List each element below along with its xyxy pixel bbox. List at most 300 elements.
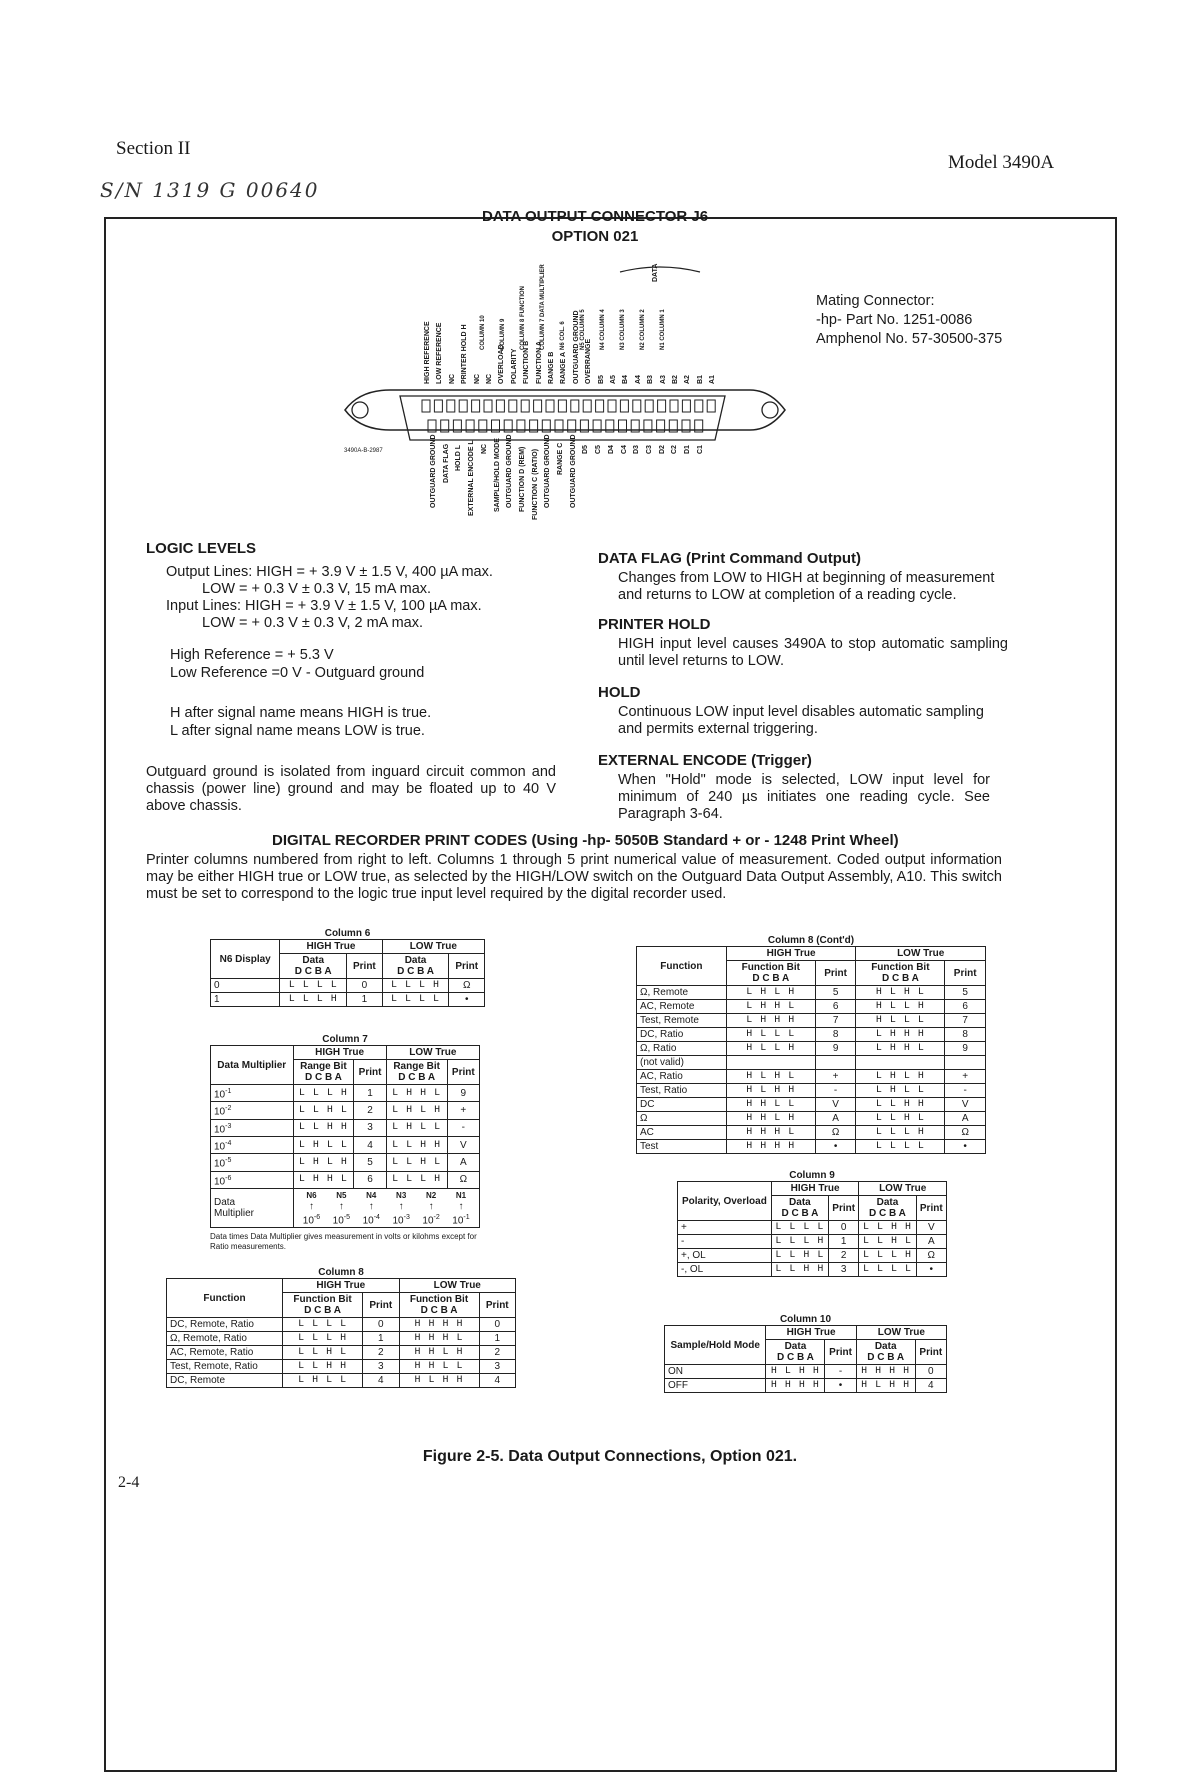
multiplier-digit-label: N2 xyxy=(425,1190,437,1200)
row-label: $10^{-2}$ xyxy=(211,1102,294,1119)
pin-group-label: COLUMN 7 DATA MULTIPLIER xyxy=(540,264,546,350)
external-encode-title: EXTERNAL ENCODE (Trigger) xyxy=(598,752,812,769)
print-char: 7 xyxy=(945,1014,986,1028)
print-char: • xyxy=(815,1140,856,1154)
signal-suffix-block xyxy=(170,704,431,740)
outguard-note: Outguard ground is isolated from inguard circuit common and chassis (power line) ground and may be floated up to 40 V above chassis. xyxy=(146,764,556,814)
mating-hp-part: -hp- Part No. 1251-0086 xyxy=(816,312,973,328)
column-8-row xyxy=(167,1332,516,1346)
print-char: 1 xyxy=(828,1235,858,1249)
top-pin-label: B4 xyxy=(622,375,630,384)
printer-hold-title: PRINTER HOLD xyxy=(598,616,711,633)
pin-group-label: COLUMN 9 xyxy=(500,318,506,350)
bit-code: L L L H xyxy=(283,1332,363,1346)
model-label: Model 3490A xyxy=(948,152,1055,173)
arrow-up-icon: ↑ xyxy=(368,1200,374,1212)
print-char: 2 xyxy=(479,1346,516,1360)
bit-code: L L L H xyxy=(771,1235,828,1249)
drawing-number: 3490A-B-2987 xyxy=(344,448,383,454)
print-char xyxy=(945,1056,986,1070)
print-char: Ω xyxy=(945,1126,986,1140)
bit-code: L L L L xyxy=(382,993,449,1007)
multiplier-value: $10^{-4}$ xyxy=(362,1213,380,1227)
top-pin-label: LOW REFERENCE xyxy=(436,322,444,384)
row-label: $10^{-5}$ xyxy=(211,1154,294,1171)
bottom-pin-label: C2 xyxy=(671,445,679,455)
column-8-cont-row xyxy=(637,1098,986,1112)
print-char: 5 xyxy=(815,986,856,1000)
col8c-high-print-header: Print xyxy=(815,961,856,986)
column-8-cont-row xyxy=(637,1112,986,1126)
row-label: AC, Remote, Ratio xyxy=(167,1346,283,1360)
column-10-rows xyxy=(665,1365,947,1393)
col7-high-print-header: Print xyxy=(354,1060,386,1085)
bottom-pin-label: FUNCTION C (RATIO) xyxy=(531,448,539,520)
mounting-hole-right xyxy=(762,402,778,418)
print-char: 8 xyxy=(815,1028,856,1042)
bit-code: L L H L xyxy=(856,1112,945,1126)
print-char: 1 xyxy=(479,1332,516,1346)
column-8-cont-row xyxy=(637,1126,986,1140)
print-char: 0 xyxy=(828,1221,858,1235)
column-9-title: Column 9 xyxy=(789,1170,835,1181)
row-label: AC, Remote xyxy=(637,1000,727,1014)
column-6-row xyxy=(211,979,485,993)
top-pin-label: A5 xyxy=(610,375,617,384)
column-9-row xyxy=(678,1263,947,1277)
bit-code: H L H H xyxy=(856,1379,915,1393)
print-char: 5 xyxy=(945,986,986,1000)
bottom-pin-label: DATA FLAG xyxy=(442,443,450,483)
top-pin-label: RANGE A xyxy=(560,351,568,384)
pin-group-label: N1 COLUMN 1 xyxy=(660,309,666,350)
col6-high-print-header: Print xyxy=(347,954,383,979)
connector-pin-top xyxy=(682,400,690,412)
column-8-block xyxy=(166,1267,516,1388)
input-high-line: Input Lines: HIGH = + 3.9 V ± 1.5 V, 100 µA max. xyxy=(166,598,482,614)
top-pin-label: B5 xyxy=(597,375,605,384)
pin-group-label: N2 COLUMN 2 xyxy=(640,309,646,350)
bit-code: L H H H xyxy=(856,1028,945,1042)
bit-code: L L L H xyxy=(856,1126,945,1140)
bottom-pin-label: OUTGUARD GROUND xyxy=(430,434,437,508)
column-7-rows xyxy=(211,1085,480,1189)
hold-text: Continuous LOW input level disables automatic sampling and permits external triggering. xyxy=(618,704,984,737)
print-char: V xyxy=(916,1221,946,1235)
bit-code: H H H H xyxy=(856,1365,915,1379)
output-low-line: LOW = + 0.3 V ± 0.3 V, 15 mA max. xyxy=(202,581,432,597)
col10-low-data-header: Data D C B A xyxy=(856,1340,915,1365)
bit-code: H L L L xyxy=(856,1014,945,1028)
arrow-up-icon: ↑ xyxy=(338,1200,344,1212)
column-7-row xyxy=(211,1171,480,1188)
col8-low-bit-header: Function Bit D C B A xyxy=(399,1293,479,1318)
connector-pin-top xyxy=(645,400,653,412)
print-char: Ω xyxy=(916,1249,946,1263)
column-10-block xyxy=(664,1314,947,1393)
column-9-row xyxy=(678,1221,947,1235)
col8-low-true: LOW True xyxy=(399,1279,515,1293)
pin-group-label: N4 COLUMN 4 xyxy=(600,309,606,350)
bit-code: H L H H xyxy=(726,1084,815,1098)
print-char: - xyxy=(815,1084,856,1098)
arrow-up-icon: ↑ xyxy=(398,1200,404,1212)
column-8-cont-row xyxy=(637,1028,986,1042)
bit-code: H H L L xyxy=(726,1098,815,1112)
reference-block xyxy=(170,646,424,682)
connector-subtitle: OPTION 021 xyxy=(551,228,639,245)
print-char: 0 xyxy=(915,1365,946,1379)
bit-code: L L H H xyxy=(856,1098,945,1112)
col6-low-data-header: Data D C B A xyxy=(382,954,449,979)
pin-group-label: N3 COLUMN 3 xyxy=(620,309,626,350)
col7-low-bit-header: Range Bit D C B A xyxy=(386,1060,447,1085)
printer-hold-text: HIGH input level causes 3490A to stop automatic sampling until level returns to LOW. xyxy=(618,636,1008,669)
top-pin-label: B1 xyxy=(696,375,704,384)
print-char: 9 xyxy=(945,1042,986,1056)
column-9-block xyxy=(677,1170,947,1277)
column-10-table xyxy=(664,1325,947,1393)
pin-group-label: COLUMN 8 FUNCTION xyxy=(520,286,526,350)
bit-code: H L H L xyxy=(856,986,945,1000)
row-label: Ω xyxy=(637,1112,727,1126)
multiplier-value: $10^{-1}$ xyxy=(452,1213,470,1227)
row-label: (not valid) xyxy=(637,1056,727,1070)
multiplier-digit-label: N6 xyxy=(306,1190,317,1200)
row-label: Ω, Ratio xyxy=(637,1042,727,1056)
bottom-pin-label: D1 xyxy=(684,445,691,455)
col10-high-print-header: Print xyxy=(825,1340,856,1365)
bit-code: H L H H xyxy=(399,1374,479,1388)
connector-pin-top xyxy=(546,400,554,412)
column-8-row xyxy=(167,1346,516,1360)
col8c-high-true: HIGH True xyxy=(726,947,856,961)
bit-code: L H L H xyxy=(293,1154,354,1171)
print-char: A xyxy=(945,1112,986,1126)
bit-code: H H H L xyxy=(399,1332,479,1346)
print-char: V xyxy=(945,1098,986,1112)
h-after-note: H after signal name means HIGH is true. xyxy=(170,705,432,721)
bottom-pin-label: HOLD L xyxy=(455,444,463,471)
column-6-table xyxy=(210,939,485,1007)
row-label: AC xyxy=(637,1126,727,1140)
col10-low-print-header: Print xyxy=(915,1340,946,1365)
column-8-row xyxy=(167,1360,516,1374)
bottom-pin-label: C4 xyxy=(620,445,628,455)
section-label: Section II xyxy=(116,138,191,159)
top-pin-label: FUNCTION A xyxy=(535,341,543,384)
print-char: 4 xyxy=(363,1374,399,1388)
column-8-cont-row xyxy=(637,1000,986,1014)
column-8-row xyxy=(167,1374,516,1388)
column-9-table xyxy=(677,1181,947,1277)
bit-code: H H H H xyxy=(399,1318,479,1332)
bottom-pin-label: D2 xyxy=(658,445,666,455)
print-char: + xyxy=(447,1102,479,1119)
col9-high-true: HIGH True xyxy=(771,1182,859,1196)
arrow-up-icon: ↑ xyxy=(458,1200,464,1212)
bit-code: L L L L xyxy=(771,1221,828,1235)
top-pin-label: HIGH REFERENCE xyxy=(424,321,431,384)
column-8-cont-row xyxy=(637,1084,986,1098)
connector-pin-top xyxy=(447,400,455,412)
bottom-pin-label: RANGE C xyxy=(557,442,564,475)
connector-pin-top xyxy=(707,400,715,412)
col8-first-header: Function xyxy=(167,1279,283,1318)
column-10-title: Column 10 xyxy=(779,1314,832,1325)
column-8-rows xyxy=(167,1318,516,1388)
bottom-pin-label: D4 xyxy=(607,445,615,455)
connector-pin-top xyxy=(695,400,703,412)
col9-low-print-header: Print xyxy=(916,1196,946,1221)
col9-low-data-header: Data D C B A xyxy=(859,1196,916,1221)
col7-mult-row xyxy=(293,1188,480,1227)
bit-code: H L L L xyxy=(726,1028,815,1042)
row-label: ON xyxy=(665,1365,766,1379)
column-9-row xyxy=(678,1235,947,1249)
multiplier-value: $10^{-3}$ xyxy=(392,1213,410,1227)
row-label: $10^{-6}$ xyxy=(211,1171,294,1188)
pin-group-label: N6 COL. 6 xyxy=(560,321,566,350)
mating-label: Mating Connector: xyxy=(816,293,935,309)
top-pin-label: OUTGUARD GROUND xyxy=(572,310,580,384)
row-label: Ω, Remote, Ratio xyxy=(167,1332,283,1346)
row-label: DC, Remote, Ratio xyxy=(167,1318,283,1332)
print-char: 0 xyxy=(479,1318,516,1332)
column-6-rows xyxy=(211,979,485,1007)
connector-pin-top xyxy=(670,400,678,412)
row-label: AC, Ratio xyxy=(637,1070,727,1084)
column-7-row xyxy=(211,1119,480,1136)
row-label: $10^{-3}$ xyxy=(211,1119,294,1136)
connector-pin-top xyxy=(422,400,430,412)
bottom-pin-label: D5 xyxy=(582,445,590,455)
connector-pin-top xyxy=(633,400,641,412)
bit-code: L L L L xyxy=(283,1318,363,1332)
col6-first-header: N6 Display xyxy=(211,940,280,979)
column-8-row xyxy=(167,1318,516,1332)
logic-levels-title: LOGIC LEVELS xyxy=(146,540,257,557)
col7-low-true: LOW True xyxy=(386,1046,479,1060)
bit-code: H L L H xyxy=(856,1000,945,1014)
high-reference: High Reference = + 5.3 V xyxy=(170,647,334,663)
connector-pin-top xyxy=(496,400,504,412)
column-8-cont-title: Column 8 (Cont'd) xyxy=(767,935,855,946)
column-8-cont-row xyxy=(637,1042,986,1056)
column-8-cont-row xyxy=(637,1070,986,1084)
col7-high-bit-header: Range Bit D C B A xyxy=(293,1060,354,1085)
col6-low-true: LOW True xyxy=(382,940,484,954)
print-char: 2 xyxy=(828,1249,858,1263)
top-pin-label: FUNCTION B xyxy=(523,340,531,384)
logic-levels-block xyxy=(166,564,493,632)
col6-high-data-header: Data D C B A xyxy=(280,954,347,979)
connector-pin-top xyxy=(434,400,442,412)
column-8-cont-rows xyxy=(637,986,986,1154)
bit-code: L L L H xyxy=(280,993,347,1007)
bit-code: L H L H xyxy=(856,1070,945,1084)
print-char: 3 xyxy=(479,1360,516,1374)
print-char: 1 xyxy=(354,1085,386,1102)
multiplier-cell xyxy=(392,1190,409,1226)
bottom-pin-label: D3 xyxy=(633,445,641,455)
bottom-pin-label: FUNCTION D (REM) xyxy=(518,446,526,512)
bottom-pin-label: C1 xyxy=(696,445,704,455)
col7-high-true: HIGH True xyxy=(293,1046,386,1060)
bit-code: L L L H xyxy=(859,1249,916,1263)
column-8-table xyxy=(166,1278,516,1388)
multiplier-value: $10^{-5}$ xyxy=(332,1213,351,1227)
print-char: 4 xyxy=(479,1374,516,1388)
bit-code: L H L L xyxy=(283,1374,363,1388)
row-label: Test, Ratio xyxy=(637,1084,727,1098)
column-6-title: Column 6 xyxy=(324,928,371,939)
connector-pin-top xyxy=(509,400,517,412)
bit-code: L L H L xyxy=(386,1154,447,1171)
bit-code: H L L H xyxy=(726,1042,815,1056)
bit-code: L L H H xyxy=(386,1136,447,1153)
connector-pin-top xyxy=(571,400,579,412)
top-pin-label: RANGE B xyxy=(548,351,555,384)
bottom-pin-label: OUTGUARD GROUND xyxy=(569,434,577,508)
col8-high-print-header: Print xyxy=(363,1293,399,1318)
column-6-block xyxy=(210,928,485,1007)
row-label: Test xyxy=(637,1140,727,1154)
top-pin-label: NC xyxy=(486,373,493,384)
bit-code: L L H L xyxy=(771,1249,828,1263)
bit-code: L L L H xyxy=(386,1171,447,1188)
mounting-hole-left xyxy=(352,402,368,418)
top-pin-label: B2 xyxy=(672,375,679,384)
print-char: • xyxy=(945,1140,986,1154)
connector-pin-top xyxy=(534,400,542,412)
bottom-pin-label: NC xyxy=(480,444,488,455)
data-brace xyxy=(620,267,700,272)
bit-code: H H L L xyxy=(399,1360,479,1374)
bit-code: L H H H xyxy=(726,1014,815,1028)
pin-group-label: N5 COLUMN 5 xyxy=(580,309,586,350)
col6-low-print-header: Print xyxy=(449,954,485,979)
bottom-pin-label: C5 xyxy=(595,445,603,455)
print-char: 0 xyxy=(363,1318,399,1332)
figure-caption: Figure 2-5. Data Output Connections, Option 021. xyxy=(422,1448,798,1465)
col8c-low-bit-header: Function Bit D C B A xyxy=(856,961,945,986)
data-brace-label: DATA xyxy=(652,263,659,282)
column-10-row xyxy=(665,1365,947,1379)
bit-code: L L L H xyxy=(293,1085,354,1102)
column-7-title: Column 7 xyxy=(322,1034,368,1045)
bit-code: L H L L xyxy=(856,1084,945,1098)
row-label: - xyxy=(678,1235,772,1249)
column-7-row xyxy=(211,1085,480,1102)
bit-code: L H L H xyxy=(726,986,815,1000)
column-8-cont-row xyxy=(637,986,986,1000)
print-char: • xyxy=(825,1379,856,1393)
mating-connector-info xyxy=(816,292,1002,349)
column-7-block xyxy=(210,1034,480,1252)
bit-code: H H H L xyxy=(726,1126,815,1140)
col7-low-print-header: Print xyxy=(447,1060,479,1085)
connector-pin-top xyxy=(608,400,616,412)
page-number: 2-4 xyxy=(118,1474,140,1491)
top-pin-label: OVERLOAD xyxy=(498,344,506,384)
external-encode-text: When "Hold" mode is selected, LOW input level for minimum of 240 µs initiates one reading cycle. See Paragraph 3-64. xyxy=(618,772,990,822)
bit-code: L H L H xyxy=(386,1102,447,1119)
print-char xyxy=(815,1056,856,1070)
bit-code: L H L L xyxy=(386,1119,447,1136)
col9-low-true: LOW True xyxy=(859,1182,947,1196)
col9-high-print-header: Print xyxy=(828,1196,858,1221)
bit-code: L L H L xyxy=(859,1235,916,1249)
print-char: - xyxy=(825,1365,856,1379)
bit-code: L L H H xyxy=(293,1119,354,1136)
bit-code: L L L L xyxy=(859,1263,916,1277)
print-char: 0 xyxy=(347,979,383,993)
print-char: 4 xyxy=(354,1136,386,1153)
print-char: A xyxy=(815,1112,856,1126)
connector-pin-top xyxy=(596,400,604,412)
print-char: V xyxy=(447,1136,479,1153)
bottom-pin-label: C3 xyxy=(645,445,653,455)
col8c-low-print-header: Print xyxy=(945,961,986,986)
row-label: DC, Remote xyxy=(167,1374,283,1388)
multiplier-cell xyxy=(422,1190,439,1226)
multiplier-cells xyxy=(297,1190,477,1226)
row-label: OFF xyxy=(665,1379,766,1393)
col7-first-header: Data Multiplier xyxy=(211,1046,294,1085)
bit-code: L L L H xyxy=(382,979,449,993)
column-7-row xyxy=(211,1136,480,1153)
bit-code: L L H H xyxy=(771,1263,828,1277)
bottom-pin-label: OUTGUARD GROUND xyxy=(544,434,552,508)
print-codes-title: DIGITAL RECORDER PRINT CODES (Using -hp- 5050B Standard + or - 1248 Print Wheel) xyxy=(272,832,899,849)
bit-code: L H H L xyxy=(856,1042,945,1056)
print-char: - xyxy=(447,1119,479,1136)
print-char: Ω xyxy=(815,1126,856,1140)
column-9-row xyxy=(678,1249,947,1263)
bit-code: L H H L xyxy=(726,1000,815,1014)
column-9-rows xyxy=(678,1221,947,1277)
bit-code xyxy=(726,1056,815,1070)
bit-code: H H H H xyxy=(726,1140,815,1154)
col7-note: Data times Data Multiplier gives measurement in volts or kilohms except for Ratio measurements. xyxy=(210,1232,477,1252)
bit-code: L H L L xyxy=(293,1136,354,1153)
col10-first-header: Sample/Hold Mode xyxy=(665,1326,766,1365)
column-8-cont-block xyxy=(636,935,986,1154)
print-char: 2 xyxy=(354,1102,386,1119)
bottom-pin-label: OUTGUARD GROUND xyxy=(506,434,514,508)
top-pin-label: NC xyxy=(448,373,456,384)
connector-diagram xyxy=(330,250,800,550)
bit-code: H H H H xyxy=(766,1379,825,1393)
bit-code: L L L L xyxy=(280,979,347,993)
bit-code: H H L H xyxy=(399,1346,479,1360)
connector-face xyxy=(400,396,725,440)
l-after-note: L after signal name means LOW is true. xyxy=(170,723,425,739)
column-8-cont-table xyxy=(636,946,986,1154)
row-label: $10^{-4}$ xyxy=(211,1136,294,1153)
print-char: 6 xyxy=(945,1000,986,1014)
data-flag-title: DATA FLAG (Print Command Output) xyxy=(598,550,862,567)
row-label: 1 xyxy=(211,993,280,1007)
print-char: + xyxy=(945,1070,986,1084)
low-reference: Low Reference =0 V - Outguard ground xyxy=(170,665,425,681)
row-label: DC xyxy=(637,1098,727,1112)
col10-high-true: HIGH True xyxy=(766,1326,856,1340)
bit-code: L L H L xyxy=(293,1102,354,1119)
multiplier-cell xyxy=(333,1190,350,1226)
print-char: + xyxy=(815,1070,856,1084)
